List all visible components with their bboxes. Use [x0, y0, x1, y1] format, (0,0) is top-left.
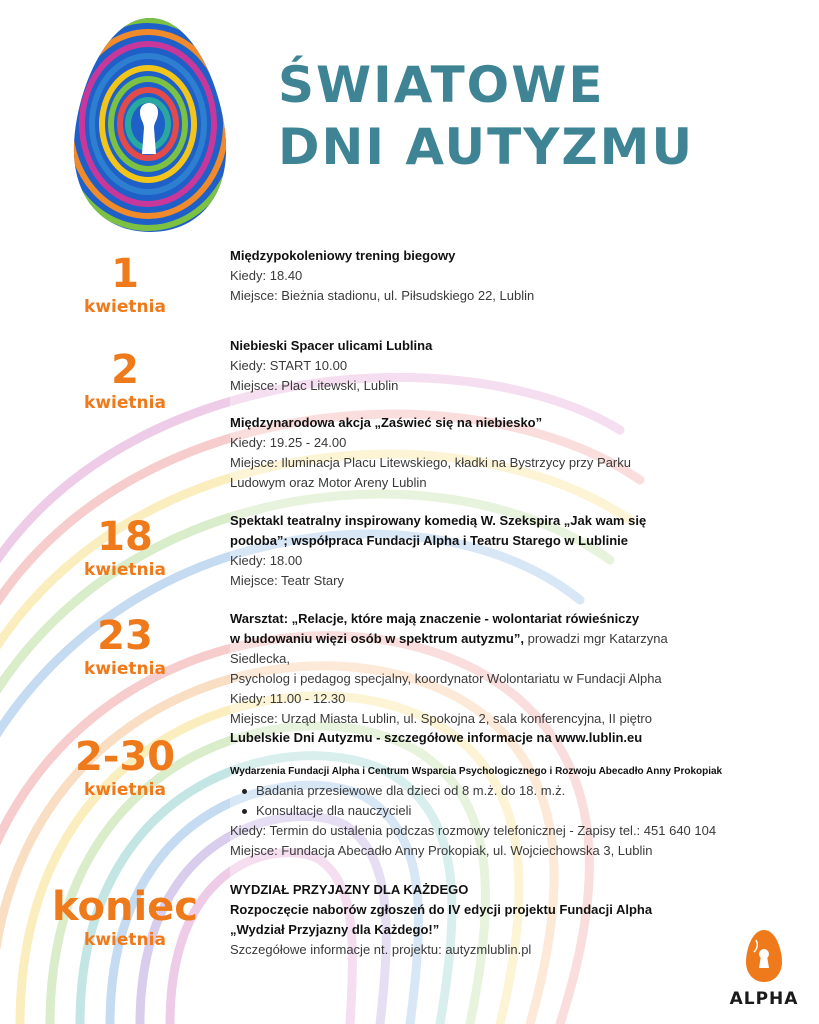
event-title-continued: w budowaniu więzi osób w spektrum autyzmu”,	[230, 631, 524, 646]
list-item: Badania przesiewowe dla dzieci od 8 m.ż. do 18. m.ż.	[240, 781, 800, 801]
event-subtitle: Rozpoczęcie naborów zgłoszeń do IV edycji projektu Fundacji Alpha	[230, 902, 653, 917]
rainbow-fingerprint-egg-icon	[70, 14, 230, 236]
event-when: Kiedy: 18.00	[230, 553, 303, 568]
event-when: Kiedy: START 10.00	[230, 358, 348, 373]
date-number: 18	[97, 514, 153, 560]
date-month: kwietnia	[84, 930, 166, 950]
event-title-line-2	[230, 629, 730, 669]
date-23-april	[50, 614, 200, 680]
event-bullet-list	[240, 781, 800, 821]
event-light-it-up-blue	[230, 413, 730, 493]
event-friendly-department	[230, 880, 730, 960]
event-when: Kiedy: 11.00 - 12.30	[230, 691, 346, 706]
event-title-continued: podoba”; współpraca Fundacji Alpha i Teatru Starego w Lublinie	[230, 533, 628, 548]
event-where-continued: Ludowym oraz Motor Areny Lublin	[230, 475, 427, 490]
date-month: kwietnia	[84, 659, 166, 679]
date-number: 2	[111, 347, 139, 393]
alpha-logo	[722, 928, 806, 1012]
event-where: Miejsce: Fundacja Abecadło Anny Prokopiak, ul. Wojciechowska 3, Lublin	[230, 843, 653, 858]
event-title: Wydarzenia Fundacji Alpha i Centrum Wsparcia Psychologicznego i Rozwoju Abecadło Anny Prokopiak	[230, 766, 723, 777]
event-when: Kiedy: 19.25 - 24.00	[230, 435, 347, 450]
logo-text: ALPHA	[729, 989, 799, 1009]
date-month: kwietnia	[84, 393, 166, 413]
event-host-role: Psycholog i pedagog specjalny, koordynator Wolontariatu w Fundacji Alpha	[230, 671, 662, 686]
event-lublin-autism-days	[230, 728, 730, 748]
event-where: Miejsce: Plac Litewski, Lublin	[230, 378, 399, 393]
date-2-april	[50, 348, 200, 414]
event-blue-walk	[230, 336, 730, 396]
event-when: Kiedy: 18.40	[230, 268, 303, 283]
event-title: Spektakl teatralny inspirowany komedią W. Szekspira „Jak wam się	[230, 513, 647, 528]
event-title: Międzypokoleniowy trening biegowy	[230, 248, 456, 263]
event-title: Niebieski Spacer ulicami Lublina	[230, 338, 433, 353]
title-line-1: ŚWIATOWE	[278, 56, 605, 114]
event-where: Miejsce: Urząd Miasta Lublin, ul. Spokojna 2, sala konferencyjna, II piętro	[230, 711, 652, 726]
event-info: Szczegółowe informacje nt. projektu: autyzmlublin.pl	[230, 942, 532, 957]
event-workshop	[230, 609, 730, 729]
list-item: Konsultacje dla nauczycieli	[240, 801, 800, 821]
event-where: Miejsce: Iluminacja Placu Litewskiego, kładki na Bystrzycy przy Parku	[230, 455, 631, 470]
orange-egg-keyhole-icon	[744, 928, 784, 984]
event-project-name: „Wydział Przyjazny dla Każdego!”	[230, 922, 440, 937]
event-foundation-activities	[230, 763, 800, 861]
event-title: Warsztat: „Relacje, które mają znaczenie - wolontariat rówieśniczy	[230, 611, 640, 626]
date-end-april	[50, 885, 200, 951]
date-number: 23	[97, 613, 153, 659]
date-2-30-april	[50, 735, 200, 801]
page-title	[278, 54, 694, 178]
event-when: Kiedy: Termin do ustalenia podczas rozmowy telefonicznej - Zapisy tel.: 451 640 104	[230, 823, 717, 838]
event-running-training	[230, 246, 730, 306]
event-where: Miejsce: Bieżnia stadionu, ul. Piłsudskiego 22, Lublin	[230, 288, 535, 303]
event-host: prowadzi mgr Katarzyna Siedlecka,	[230, 631, 668, 666]
date-number: 2-30	[74, 734, 176, 780]
date-month: kwietnia	[84, 297, 166, 317]
date-month: kwietnia	[84, 560, 166, 580]
date-month: kwietnia	[84, 780, 166, 800]
date-1-april	[50, 252, 200, 318]
date-18-april	[50, 515, 200, 581]
event-title: Międzynarodowa akcja „Zaświeć się na niebiesko”	[230, 415, 543, 430]
event-title: Lubelskie Dni Autyzmu - szczegółowe informacje na www.lublin.eu	[230, 730, 643, 745]
date-number: 1	[111, 251, 139, 297]
title-line-2: DNI AUTYZMU	[278, 118, 695, 176]
event-theatre-play	[230, 511, 730, 591]
event-title: WYDZIAŁ PRZYJAZNY DLA KAŻDEGO	[230, 882, 469, 897]
event-where: Miejsce: Teatr Stary	[230, 573, 344, 588]
date-number: koniec	[51, 884, 199, 930]
